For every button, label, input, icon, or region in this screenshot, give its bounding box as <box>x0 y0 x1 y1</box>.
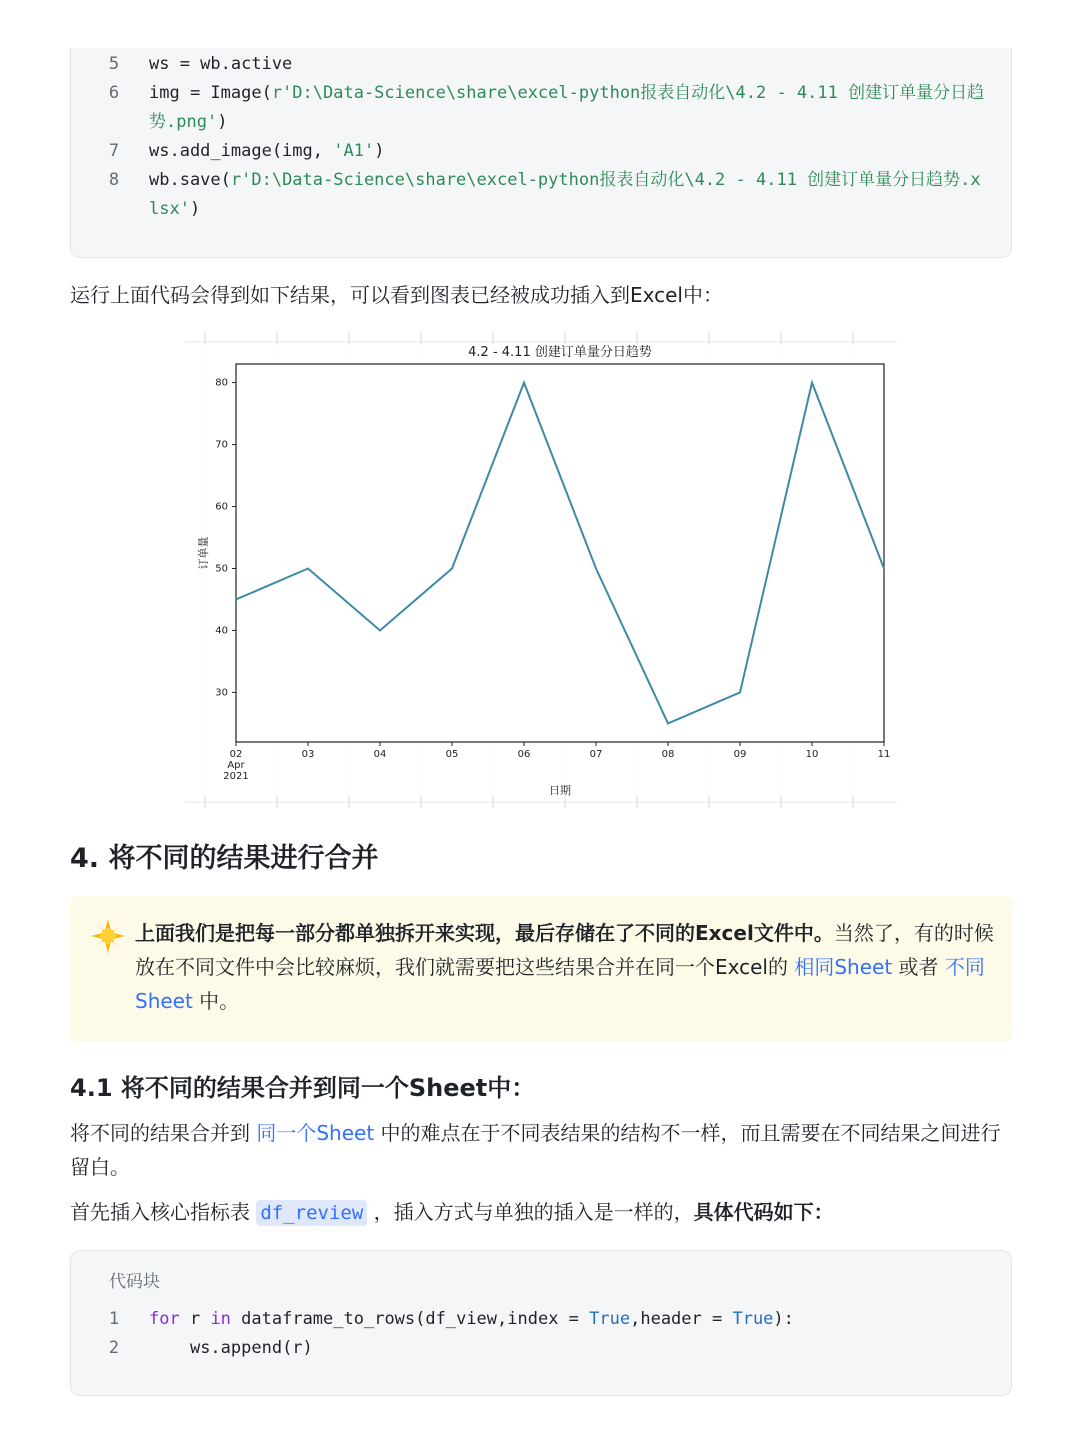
x-tick-label: 03 <box>301 749 315 760</box>
paragraph-2 <box>70 1195 1010 1230</box>
code-token: 'A1' <box>333 141 375 161</box>
code-token: dataframe_to_rows(df_view,index = <box>230 1309 590 1329</box>
line-number: 8 <box>108 170 120 190</box>
link-same-sheet-2[interactable]: 同一个Sheet <box>256 1121 375 1145</box>
callout-text <box>135 916 995 1018</box>
code-token: r'D:\Data-Science\share\excel-python报表自动化\4.2 - 4.11 创建订单量分日趋势.png' <box>149 83 985 132</box>
code-text <box>149 50 1011 79</box>
para1-text-1: 将不同的结果合并到 <box>70 1121 257 1145</box>
code-lines <box>71 1305 1011 1363</box>
plot-area <box>236 364 884 742</box>
code-lines <box>71 50 1011 224</box>
code-token: ws.append(r) <box>149 1338 313 1358</box>
x-tick-label: 07 <box>589 749 603 760</box>
code-token: r'D:\Data-Science\share\excel-python报表自动化\4.2 - 4.11 创建订单量分日趋势.xlsx' <box>149 170 981 219</box>
section-heading: 4. 将不同的结果进行合并 <box>70 843 379 874</box>
code-token: ) <box>217 112 228 132</box>
para2-bold: 具体代码如下： <box>693 1200 834 1224</box>
x-tick-label: 09 <box>733 749 747 760</box>
x-tick-label: 08 <box>661 749 675 760</box>
line-number: 6 <box>108 83 120 103</box>
code-line <box>71 79 1011 137</box>
x-tick-label: 11 <box>877 749 891 760</box>
line-number: 1 <box>108 1309 120 1329</box>
x-tick-label: 06 <box>517 749 531 760</box>
link-different-sheet[interactable]: 不同Sheet <box>135 955 985 1013</box>
chart-image <box>185 330 897 808</box>
code-line <box>71 1305 1011 1334</box>
code-block-caption: 代码块 <box>109 1272 160 1292</box>
code-text <box>149 166 1011 224</box>
code-token: ) <box>189 199 201 219</box>
sun-sparkle-icon <box>90 918 126 954</box>
code-line <box>71 137 1011 166</box>
code-token: for <box>149 1309 180 1329</box>
y-tick-label: 60 <box>215 501 228 513</box>
x-tick-sublabel: 2021 <box>223 771 249 782</box>
x-tick-label: 10 <box>805 749 819 760</box>
y-tick-label: 40 <box>215 625 228 637</box>
callout-text-2: 或者 <box>892 955 945 979</box>
code-token: ,header = <box>630 1309 733 1329</box>
code-text <box>149 1334 1011 1363</box>
y-axis-label: 订单量 <box>197 536 210 570</box>
line-number: 7 <box>108 141 120 161</box>
para2-text-2: ，插入方式与单独的插入是一样的， <box>367 1200 694 1224</box>
line-number: 2 <box>108 1338 120 1358</box>
chart-title: 4.2 - 4.11 创建订单量分日趋势 <box>468 345 652 360</box>
code-token: wb.save( <box>149 170 231 190</box>
code-block-bottom <box>70 1250 1012 1396</box>
y-tick-label: 50 <box>215 563 228 575</box>
code-token: ) <box>374 141 385 161</box>
y-tick-label: 30 <box>215 687 228 699</box>
code-text <box>149 79 1011 137</box>
code-line <box>71 1334 1011 1363</box>
code-token: True <box>589 1309 631 1329</box>
callout-bold-text: 上面我们是把每一部分都单独拆开来实现，最后存储在了不同的Excel文件中。 <box>135 921 834 945</box>
line-number: 5 <box>108 54 120 74</box>
para2-text-1: 首先插入核心指标表 <box>70 1200 257 1224</box>
x-axis-label: 日期 <box>549 784 571 797</box>
paragraph-1 <box>70 1116 1010 1184</box>
x-tick-label: 04 <box>373 749 387 760</box>
code-text <box>149 1305 1011 1334</box>
code-token: in <box>210 1309 231 1329</box>
code-block-top <box>70 48 1012 258</box>
intro-paragraph: 运行上面代码会得到如下结果，可以看到图表已经被成功插入到Excel中： <box>70 283 723 307</box>
callout-text-3: 中。 <box>192 989 240 1013</box>
code-token: ws.add_image(img, <box>149 141 334 161</box>
line-chart <box>185 330 897 808</box>
callout-box <box>70 896 1012 1042</box>
code-token: img = Image( <box>149 83 272 103</box>
y-tick-label: 80 <box>215 377 228 389</box>
x-tick-sublabel: Apr <box>227 760 245 771</box>
code-line <box>71 50 1011 79</box>
callout-text-1: 当然了，有的时候放在不同文件中会比较麻烦，我们就需要把这些结果合并在同一个Excel的 <box>135 921 994 979</box>
y-tick-label: 70 <box>215 439 228 451</box>
code-token: True <box>732 1309 774 1329</box>
para1-text-2: 中的难点在于不同表结果的结构不一样，而且需要在不同结果之间进行留白。 <box>70 1121 1001 1179</box>
code-line <box>71 166 1011 224</box>
code-token: r <box>179 1309 211 1329</box>
code-text <box>149 137 1011 166</box>
x-tick-label: 02 <box>229 749 243 760</box>
link-same-sheet[interactable]: 相同Sheet <box>794 955 893 979</box>
code-token: ws = wb.active <box>149 54 293 74</box>
x-tick-label: 05 <box>445 749 459 760</box>
code-token: ): <box>773 1309 794 1329</box>
inline-code-df-review: df_review <box>256 1200 367 1226</box>
subsection-heading: 4.1 将不同的结果合并到同一个Sheet中： <box>70 1074 536 1102</box>
